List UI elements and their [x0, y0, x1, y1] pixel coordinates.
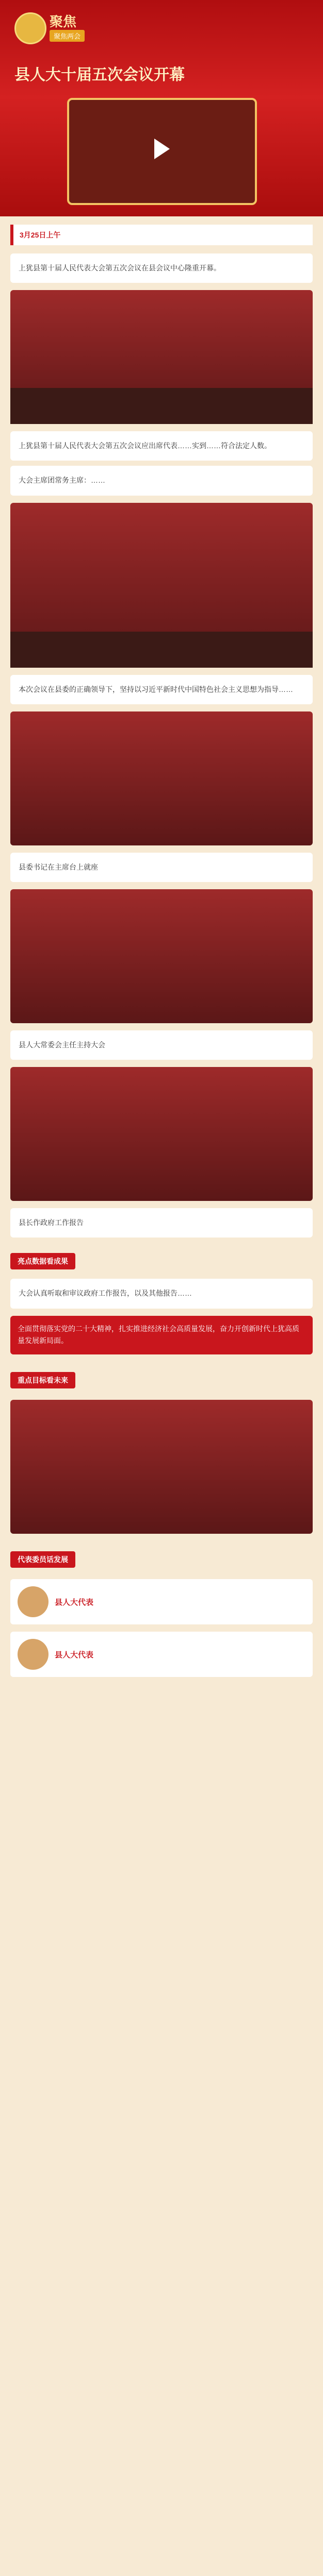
photo-stage	[10, 632, 313, 668]
avatar	[18, 1639, 49, 1670]
section-title-3: 代表委员话发展	[10, 1551, 75, 1568]
photo-delegates	[10, 1400, 313, 1534]
caption-3: 县长作政府工作报告	[10, 1208, 313, 1238]
caption-1: 县委书记在主席台上就座	[10, 853, 313, 882]
photo-speaker-3	[10, 1067, 313, 1201]
speaker-name: 县人大代表	[55, 1650, 94, 1659]
speaker-card-1	[10, 1579, 313, 1624]
photo-stage	[10, 388, 313, 424]
party-emblem-icon	[14, 12, 46, 44]
photo-presidium	[10, 503, 313, 668]
paragraph-3: 大会主席团常务主席：……	[10, 466, 313, 495]
section-title-2: 重点目标看未来	[10, 1372, 75, 1388]
highlight-box: 全面贯彻落实党的二十大精神，扎实推进经济社会高质量发展，奋力开创新时代上犹高质量发展新局面。	[10, 1316, 313, 1355]
hero-brand-sub: 聚焦两会	[50, 30, 85, 42]
photo-speaker-2	[10, 889, 313, 1023]
hero-brand: 聚焦	[50, 14, 77, 29]
paragraph-2: 上犹县第十届人民代表大会第五次会议应出席代表……实到……符合法定人数。	[10, 431, 313, 461]
caption-2: 县人大常委会主任主持大会	[10, 1030, 313, 1060]
paragraph-4: 本次会议在县委的正确领导下，坚持以习近平新时代中国特色社会主义思想为指导……	[10, 675, 313, 704]
avatar	[18, 1586, 49, 1617]
section-title-1: 亮点数据看成果	[10, 1253, 75, 1269]
photo-assembly-hall	[10, 290, 313, 424]
hero-banner	[0, 0, 323, 216]
paragraph-1: 上犹县第十届人民代表大会第五次会议在县会议中心隆重开幕。	[10, 253, 313, 283]
hero-video[interactable]	[67, 98, 257, 205]
speaker-name: 县人大代表	[55, 1598, 94, 1607]
speaker-card-2	[10, 1632, 313, 1677]
date-bar: 3月25日上午	[10, 225, 313, 245]
hero-title: 县人大十届五次会议开幕	[14, 66, 185, 83]
paragraph-5: 大会认真听取和审议政府工作报告，以及其他报告……	[10, 1279, 313, 1308]
photo-speaker-1	[10, 711, 313, 845]
play-icon[interactable]	[154, 139, 170, 159]
